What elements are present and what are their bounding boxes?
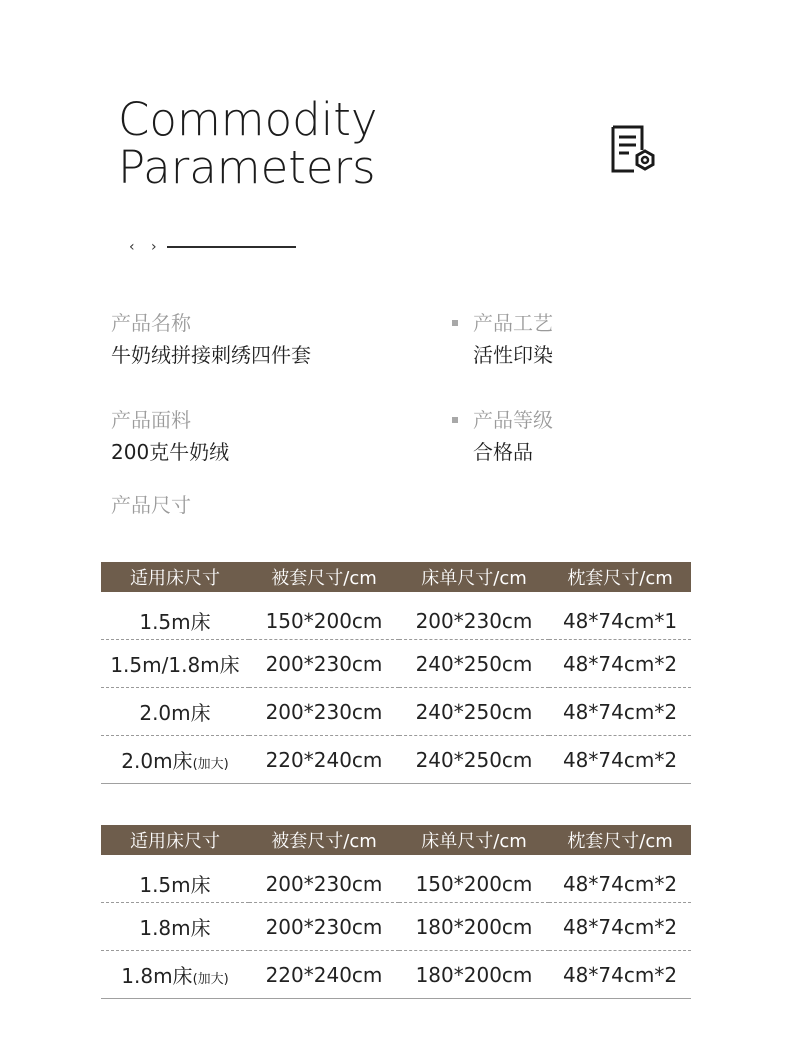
cell-bed (101, 855, 249, 903)
header-sheet-size: 床单尺寸/cm (399, 562, 549, 592)
table-row (101, 688, 691, 736)
carousel-arrows[interactable]: ‹ › (129, 239, 163, 255)
title-line-2: Parameters (118, 141, 376, 194)
header-pillow-size: 枕套尺寸/cm (549, 562, 691, 592)
cell-bed (101, 736, 249, 784)
param-fabric (111, 407, 229, 465)
cell-sheet: 240*250cm (399, 640, 549, 688)
header-bed-size: 适用床尺寸 (101, 825, 249, 855)
header-pillow-size: 枕套尺寸/cm (549, 825, 691, 855)
header-sheet-size: 床单尺寸/cm (399, 825, 549, 855)
cell-quilt: 220*240cm (249, 736, 399, 784)
bed-size: 1.5m/1.8m床 (110, 653, 240, 677)
cell-sheet: 200*230cm (399, 592, 549, 640)
cell-quilt: 200*230cm (249, 855, 399, 903)
cell-bed (101, 592, 249, 640)
param-craft (473, 310, 553, 368)
table-row (101, 640, 691, 688)
cell-quilt: 220*240cm (249, 951, 399, 999)
param-craft-value: 活性印染 (473, 343, 553, 367)
header-quilt-size: 被套尺寸/cm (249, 562, 399, 592)
bullet-icon (452, 417, 458, 423)
decorative-line (167, 246, 296, 248)
cell-quilt: 200*230cm (249, 903, 399, 951)
param-name-label: 产品名称 (111, 311, 191, 335)
table-row (101, 592, 691, 640)
bed-size: 2.0m床 (139, 701, 211, 725)
param-grade-value: 合格品 (473, 440, 533, 464)
bed-size: 1.5m床 (139, 873, 211, 897)
param-size-label: 产品尺寸 (111, 493, 191, 517)
header-bed-size: 适用床尺寸 (101, 562, 249, 592)
param-name (111, 310, 311, 368)
header-quilt-size: 被套尺寸/cm (249, 825, 399, 855)
document-settings-icon (608, 124, 660, 176)
cell-pillow: 48*74cm*2 (549, 855, 691, 903)
cell-quilt: 200*230cm (249, 688, 399, 736)
cell-sheet: 240*250cm (399, 736, 549, 784)
table-header-row (101, 825, 691, 855)
cell-quilt: 200*230cm (249, 640, 399, 688)
title-line-1: Commodity (118, 93, 378, 146)
bed-size: 1.8m床 (139, 916, 211, 940)
cell-bed (101, 903, 249, 951)
cell-pillow: 48*74cm*2 (549, 736, 691, 784)
bed-note: (加大) (192, 972, 229, 987)
cell-quilt: 150*200cm (249, 592, 399, 640)
bed-note: (加大) (192, 757, 229, 772)
cell-sheet: 180*200cm (399, 951, 549, 999)
cell-sheet: 180*200cm (399, 903, 549, 951)
param-craft-label: 产品工艺 (473, 311, 553, 335)
bed-size: 1.5m床 (139, 610, 211, 634)
cell-bed (101, 640, 249, 688)
param-fabric-label: 产品面料 (111, 408, 191, 432)
param-fabric-value: 200克牛奶绒 (111, 440, 230, 464)
cell-sheet: 240*250cm (399, 688, 549, 736)
size-table-1 (101, 562, 691, 784)
param-grade-label: 产品等级 (473, 408, 553, 432)
param-name-value: 牛奶绒拼接刺绣四件套 (111, 343, 311, 367)
table-header-row (101, 562, 691, 592)
cell-pillow: 48*74cm*2 (549, 951, 691, 999)
bed-size: 1.8m床 (121, 964, 193, 988)
cell-pillow: 48*74cm*1 (549, 592, 691, 640)
table-row (101, 951, 691, 999)
bullet-icon (452, 320, 458, 326)
table-row (101, 903, 691, 951)
page-title (118, 93, 448, 194)
table-row (101, 855, 691, 903)
param-grade (473, 407, 553, 465)
table-row (101, 736, 691, 784)
cell-pillow: 48*74cm*2 (549, 688, 691, 736)
bed-size: 2.0m床 (121, 749, 193, 773)
size-table-2 (101, 825, 691, 999)
cell-sheet: 150*200cm (399, 855, 549, 903)
param-size (111, 492, 191, 518)
cell-bed (101, 951, 249, 999)
cell-pillow: 48*74cm*2 (549, 903, 691, 951)
cell-pillow: 48*74cm*2 (549, 640, 691, 688)
cell-bed (101, 688, 249, 736)
